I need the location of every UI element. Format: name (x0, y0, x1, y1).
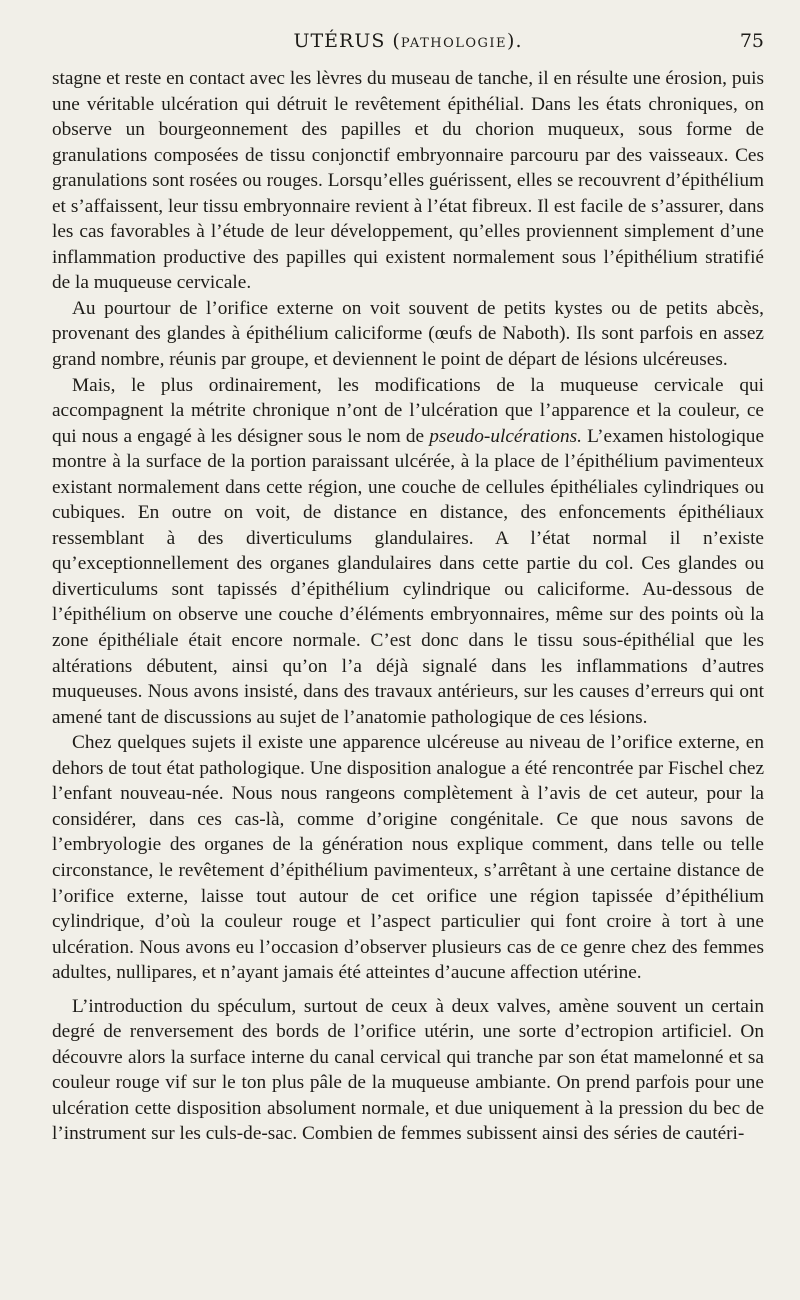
running-title (52, 30, 764, 52)
paragraph-pseudo-ulcerations-start: Mais, le plus ordinairement, les modifications de la muqueuse cervicale qui accompagnent la métrite chronique n’ont de l’ulcération que l’apparence et la couleur, ce qui nous a engagé à les désigner sous le nom de (52, 374, 764, 447)
paragraph-pseudo-ulcerations-rest: L’examen histologique montre à la surface de la portion paraissant ulcérée, à la place de l’épithélium pavimenteux existant normalement dans cette région, une couche de cellules épithéliales cylindriques ou cubiques. En outre on voit, de distance en distance, des enfoncements épithéliaux ressemblant à des diverticulums glandulaires. A l’état normal il n’existe qu’exceptionnellement des organes glandulaires dans cette partie du col. Ces glandes ou diverticulums sont tapissés d’épithélium cylindrique ou caliciforme. Au-dessous de l’épithélium on observe une couche d’éléments embryonnaires, même sur des points où la zone épithéliale était encore normale. C’est donc dans le tissu sous-épithélial que les altérations débutent, ainsi qu’on l’a déjà signalé dans les inflammations d’autres muqueuses. Nous avons insisté, dans des travaux antérieurs, sur les causes d’erreurs qui ont amené tant de discussions au sujet de l’anatomie pathologique de ces lésions. (52, 425, 764, 728)
running-title-paren-close: ). (507, 30, 523, 52)
paragraph-continuation: stagne et reste en contact avec les lèvres du museau de tanche, il en résulte une érosion, puis une véritable ulcération qui détruit le revêtement épithélial. Dans les états chroniques, on observe un bourgeonnement des papilles et du chorion muqueux, sous forme de granulations composées de tissu conjonctif embryonnaire parcouru par des vaisseaux. Ces granulations sont rosées ou rouges. Lorsqu’elles guérissent, elles se recouvrent d’épithélium et s’affaissent, leur tissu embryonnaire revient à l’état fibreux. Il est facile de s’assurer, dans les cas favorables à l’étude de leur développement, qu’elles proviennent simplement d’une inflammation productive des papilles qui existent normalement sous l’épithélium stratifié de la muqueuse cervicale. (52, 68, 764, 294)
running-title-subtitle: PATHOLOGIE (400, 36, 508, 51)
page-number: 75 (739, 30, 764, 52)
paragraph-kystes: Au pourtour de l’orifice externe on voit souvent de petits kystes ou de petits abcès, provenant des glandes à épithélium caliciforme (œufs de Naboth). Ils sont parfois en assez grand nombre, réunis par groupe, et deviennent le point de départ de lésions ulcéreuses. (52, 297, 764, 371)
paragraph-speculum: L’introduction du spéculum, surtout de ceux à deux valves, amène souvent un certain degré de renversement des bords de l’orifice utérin, une sorte d’ectropion artificiel. On découvre alors la surface interne du canal cervical qui tranche par son état mamelonné et sa couleur rouge vif sur le ton plus pâle de la muqueuse ambiante. On prend parfois pour une ulcération cette disposition absolument normale, et due uniquement à la pression du bec de l’instrument sur les culs-de-sac. Combien de femmes subissent ainsi des séries de cautéri- (52, 995, 764, 1145)
term-pseudo-ulcerations: pseudo-ulcérations. (429, 425, 582, 447)
body-text (52, 66, 764, 1147)
running-title-main: UTÉRUS (293, 30, 386, 52)
page-header (52, 30, 764, 58)
running-title-paren-open: ( (392, 30, 401, 52)
paragraph-pseudo-ulcerations (52, 373, 764, 731)
paragraph-congenital: Chez quelques sujets il existe une apparence ulcéreuse au niveau de l’orifice externe, en dehors de tout état pathologique. Une disposition analogue a été rencontrée par Fischel chez l’enfant nouveau-née. Nous nous rangeons complètement à l’avis de cet auteur, pour la considérer, dans ces cas-là, comme d’origine congénitale. Ce que nous savons de l’embryologie des organes de la génération nous explique comment, dans telle ou telle circonstance, le revêtement d’épithélium pavimenteux, s’arrêtant à une certaine distance de l’orifice externe, laisse tout autour de cet orifice une région tapissée d’épithélium cylindrique, d’où la couleur rouge et l’aspect particulier qui font croire à tort à une ulcération. Nous avons eu l’occasion d’observer plusieurs cas de ce genre chez des femmes adultes, nullipares, et n’ayant jamais été atteintes d’aucune affection utérine. (52, 732, 764, 984)
